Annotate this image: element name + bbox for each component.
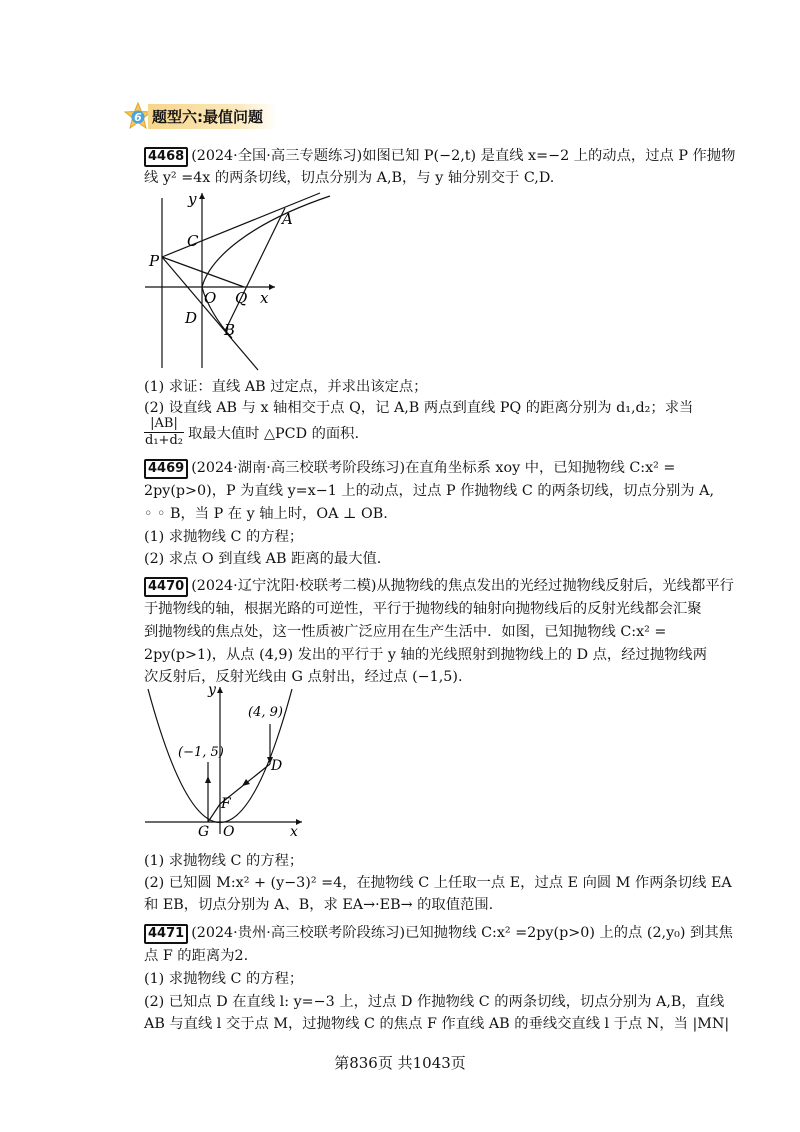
fraction: [144, 416, 184, 449]
section-title: 题型六:最值问题: [148, 104, 277, 129]
label-B: B: [224, 321, 236, 339]
label-y: y: [208, 684, 216, 698]
p4469-line1: 4469 (2024·湖南·高三校联考阶段练习)在直角坐标系 xoy 中，已知抛物线 C:x² =: [144, 458, 675, 479]
label-x: x: [260, 289, 269, 307]
p4469-line2: 2py(p>0)，P 为直线 y=x−1 上的动点，过点 P 作抛物线 C 的两条切线，切点分别为 A,: [144, 483, 715, 499]
p4470-line2: 于抛物线的轴，根据光路的可逆性，平行于抛物线的轴射向抛物线后的反射光线都会汇聚: [144, 601, 702, 617]
p4471-q2a: (2) 已知点 D 在直线 l: y=−3 上，过点 D 作抛物线 C 的两条切线，切点分别为 A,B，直线: [144, 994, 725, 1010]
label-x: x: [290, 824, 298, 839]
p4470-q1: (1) 求抛物线 C 的方程；: [144, 853, 304, 869]
p4471-line1: 4471 (2024·贵州·高三校联考阶段练习)已知抛物线 C:x² =2py(p>0) 上的点 (2,y₀) 到其焦: [144, 923, 733, 944]
label-D: D: [185, 309, 198, 327]
p4470-q2b: 和 EB，切点分别为 A、B，求 EA→·EB→ 的取值范围.: [144, 897, 494, 913]
section-number: 6: [134, 111, 142, 124]
p4468-line2: 线 y² =4x 的两条切线，切点分别为 A,B，与 y 轴分别交于 C,D.: [144, 170, 555, 186]
p4468-q1: (1) 求证：直线 AB 过定点，并求出该定点；: [144, 379, 428, 395]
figure-4470: [140, 684, 310, 839]
p4470-line3: 到抛物线的焦点处，这一性质被广泛应用在生产生活中．如图，已知抛物线 C:x² =: [144, 624, 667, 640]
label-F: F: [221, 796, 231, 812]
label-A: A: [282, 210, 293, 228]
p4470-q2a: (2) 已知圆 M:x² + (y−3)² =4，在抛物线 C 上任取一点 E，过点 E 向圆 M 作两条切线 EA: [144, 875, 732, 891]
label-point-4-9: (4, 9): [248, 705, 283, 720]
p4470-line5: 次反射后，反射光线由 G 点射出，经过点 (−1,5).: [144, 669, 463, 685]
p4469-q1: (1) 求抛物线 C 的方程；: [144, 529, 304, 545]
label-D: D: [271, 758, 283, 774]
label-O: O: [204, 289, 217, 307]
section-header: [124, 102, 277, 130]
p4469-q2: (2) 求点 O 到直线 AB 距离的最大值.: [144, 551, 382, 567]
p4471-q2b: AB 与直线 l 交于点 M，过抛物线 C 的焦点 F 作直线 AB 的垂线交直线 l 于点 N，当 |MN|: [144, 1016, 730, 1032]
label-point-neg1-5: (−1, 5): [178, 745, 224, 760]
fraction-denominator: d₁+d₂: [145, 433, 183, 448]
p4471-line2: 点 F 的距离为2.: [144, 948, 249, 964]
label-O: O: [223, 824, 235, 839]
problem-number: 4471: [144, 924, 188, 944]
label-y: y: [188, 190, 197, 208]
label-P: P: [149, 252, 160, 270]
figure-4468: [140, 188, 340, 373]
p4469-line3: ◦ ◦ B，当 P 在 y 轴上时，OA ⊥ OB.: [144, 506, 388, 522]
p4470-line4: 2py(p>1)，从点 (4,9) 发出的平行于 y 轴的光线照射到抛物线上的 D 点，经过抛物线两: [144, 647, 708, 663]
p4468-line1: 4468 (2024·全国·高三专题练习)如图已知 P(−2,t) 是直线 x=−2 上的动点，过点 P 作抛物: [144, 146, 735, 167]
label-C: C: [187, 232, 199, 250]
label-G: G: [198, 824, 210, 839]
p4470-line1: 4470 (2024·辽宁沈阳·校联考二模)从抛物线的焦点发出的光经过抛物线反射后，光线都平行: [144, 576, 734, 597]
problem-number: 4469: [144, 459, 188, 479]
page-footer: 第836页 共1043页: [334, 1054, 466, 1072]
p4468-q2a: (2) 设直线 AB 与 x 轴相交于点 Q，记 A,B 两点到直线 PQ 的距离分别为 d₁,d₂；求当: [144, 400, 694, 416]
problem-number: 4468: [144, 147, 188, 167]
p4468-q2b: 取最大值时 △PCD 的面积.: [188, 426, 360, 442]
fraction-numerator: |AB|: [144, 416, 184, 433]
p4471-q1: (1) 求抛物线 C 的方程；: [144, 971, 304, 987]
problem-number: 4470: [144, 577, 188, 597]
label-Q: Q: [235, 289, 248, 307]
